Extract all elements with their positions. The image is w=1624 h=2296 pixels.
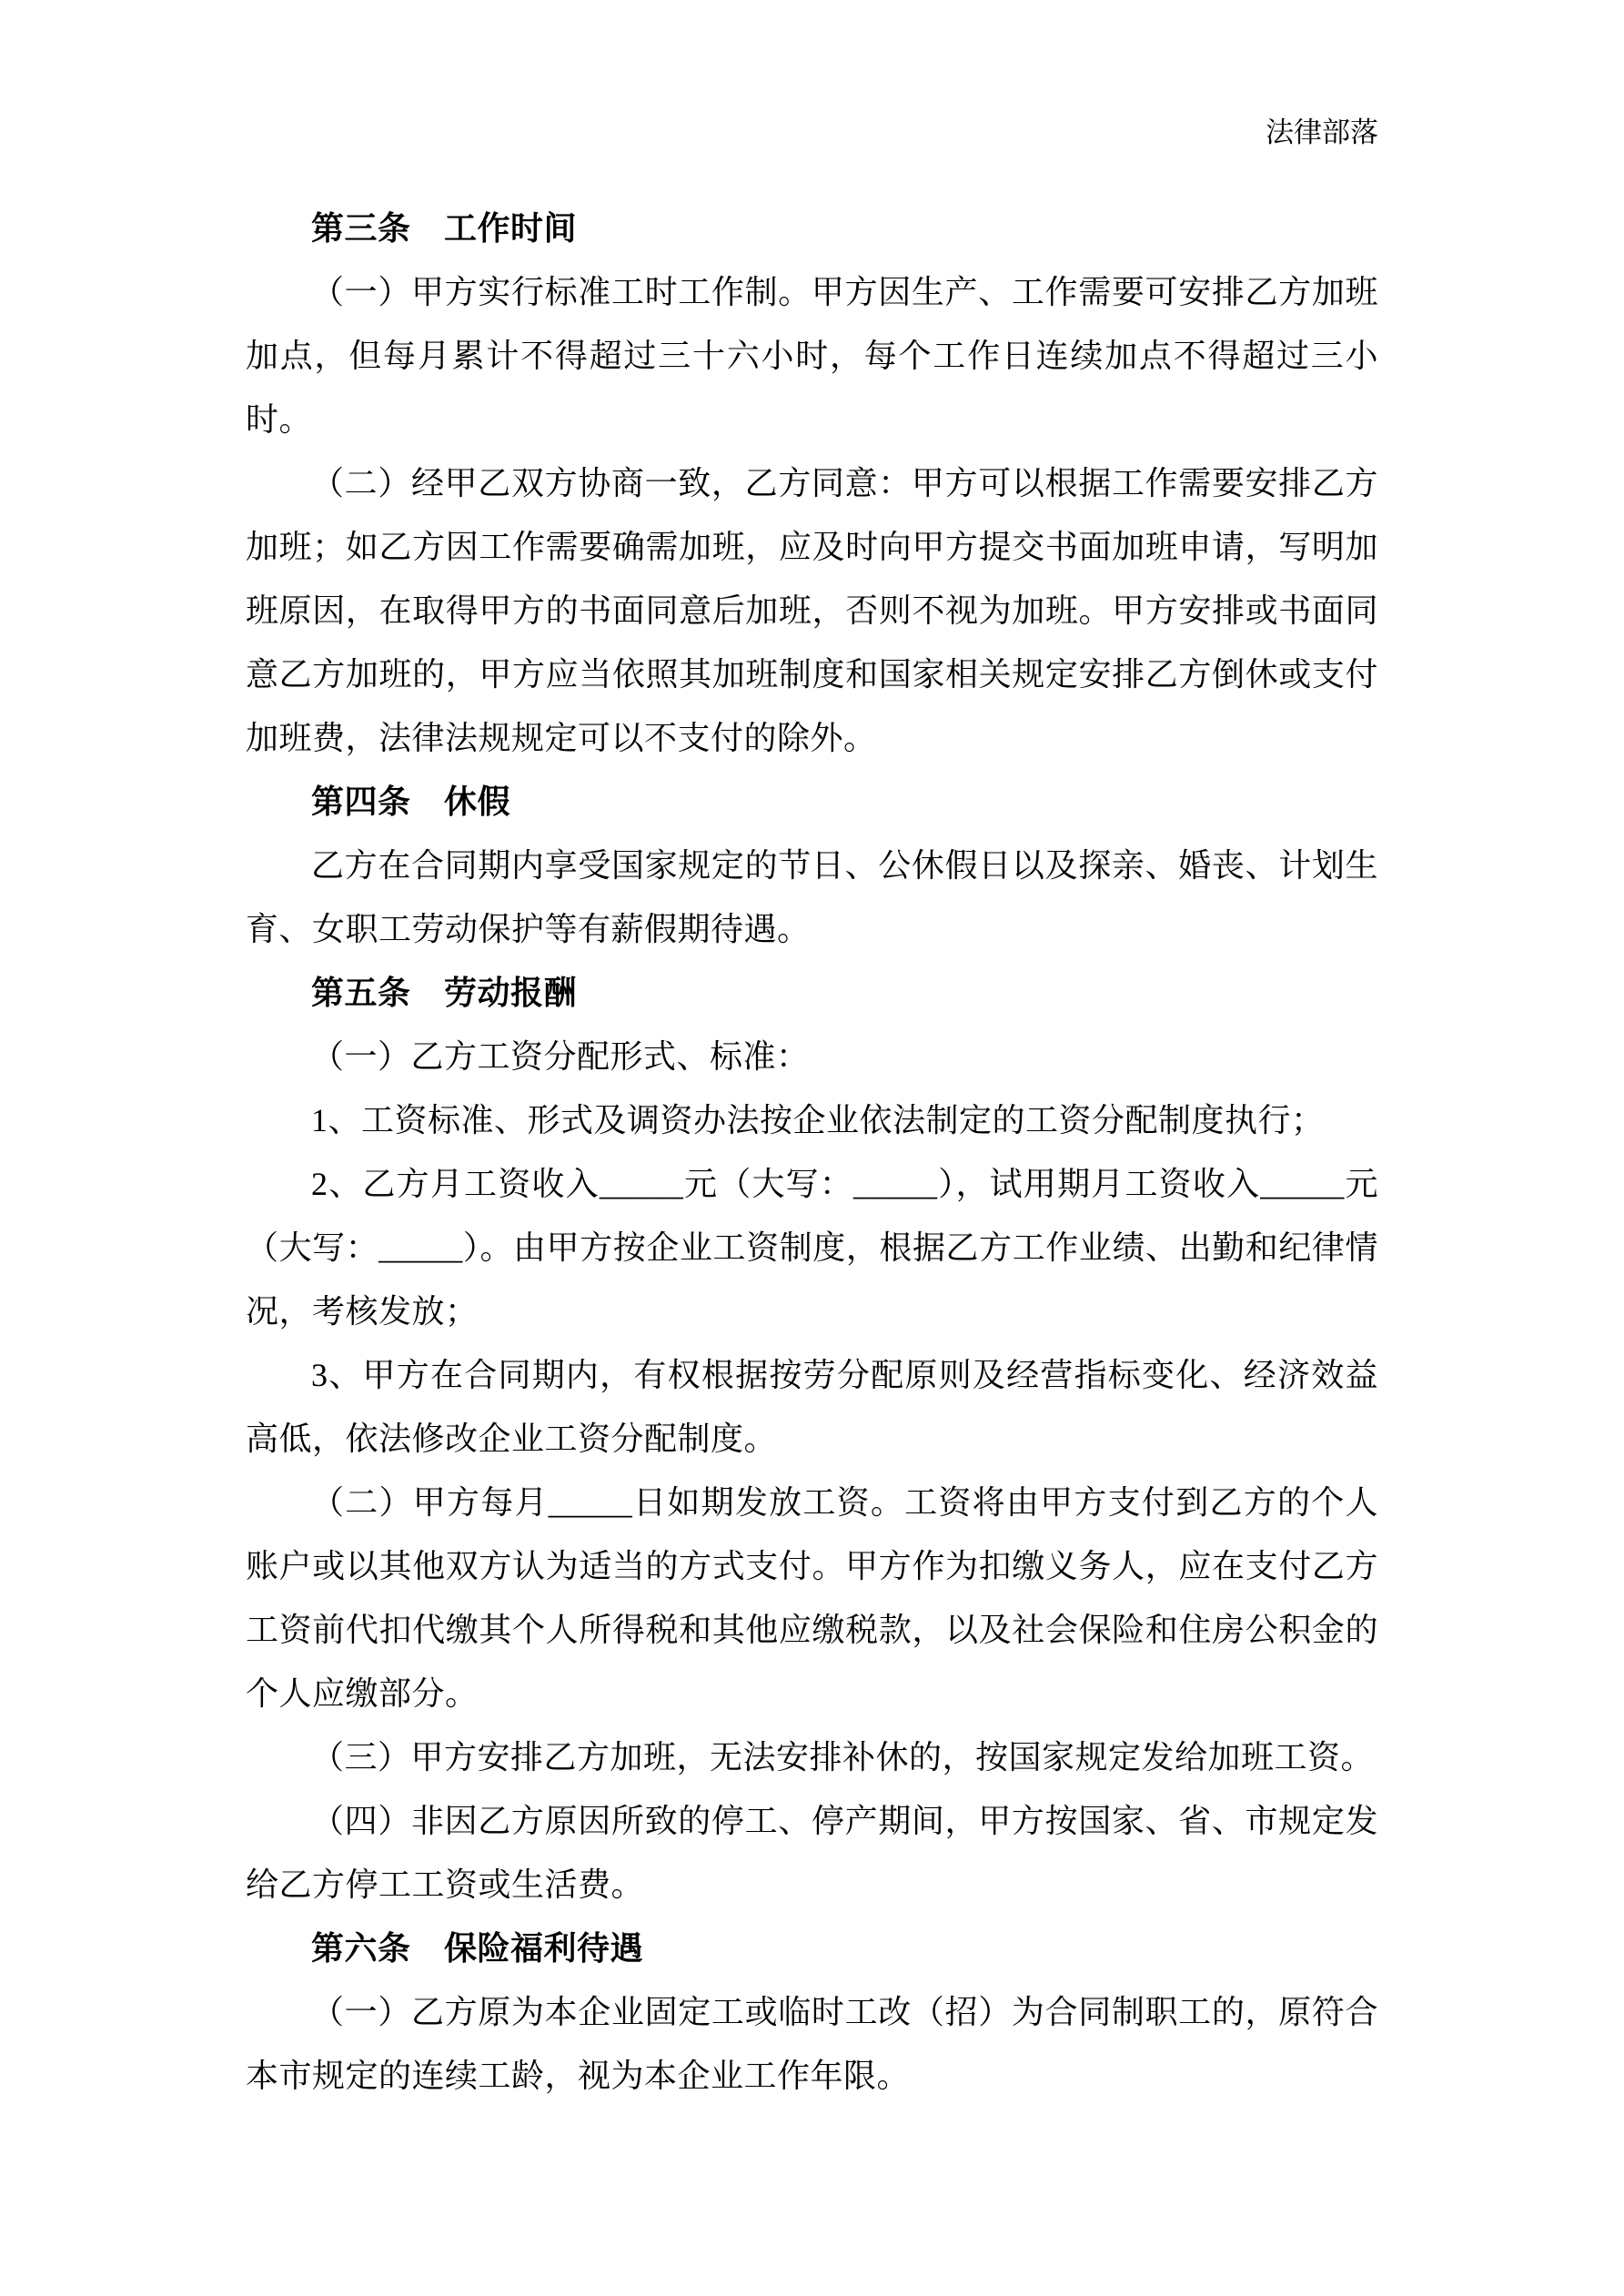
- contract-paragraph: （四）非因乙方原因所致的停工、停产期间，甲方按国家、省、市规定发给乙方停工工资或生活费。: [246, 1803, 1378, 1903]
- contract-paragraph: 3、甲方在合同期内，有权根据按劳分配原则及经营指标变化、经济效益高低，依法修改企业工资分配制度。: [246, 1357, 1378, 1457]
- article-heading-leave: 第四条 休假: [311, 783, 511, 820]
- watermark-text: 法律部落: [1266, 116, 1378, 148]
- watermark: [246, 0, 1378, 149]
- article-heading-remuneration: 第五条 劳动报酬: [311, 974, 578, 1011]
- contract-paragraph: （三）甲方安排乙方加班，无法安排补休的，按国家规定发给加班工资。: [311, 1739, 1375, 1775]
- contract-paragraph: 乙方在合同期内享受国家规定的节日、公休假日以及探亲、婚丧、计划生育、女职工劳动保护等有薪假期待遇。: [246, 847, 1378, 947]
- article-heading-work-hours: 第三条 工作时间: [311, 209, 578, 247]
- contract-paragraph-payday-blank: （二）甲方每月_____日如期发放工资。工资将由甲方支付到乙方的个人账户或以其他双方认为适当的方式支付。甲方作为扣缴义务人，应在支付乙方工资前代扣代缴其个人所得税和其他应缴税款，以及社会保险和住房公积金的个人应缴部分。: [246, 1484, 1378, 1712]
- contract-paragraph: （二）经甲乙双方协商一致，乙方同意：甲方可以根据工作需要安排乙方加班；如乙方因工作需要确需加班，应及时向甲方提交书面加班申请，写明加班原因，在取得甲方的书面同意后加班，否则不视为加班。甲方安排或书面同意乙方加班的，甲方应当依照其加班制度和国家相关规定安排乙方倒休或支付加班费，法律法规规定可以不支付的除外。: [246, 465, 1378, 756]
- article-heading-insurance-welfare: 第六条 保险福利待遇: [311, 1929, 644, 1967]
- contract-paragraph: （一）乙方工资分配形式、标准：: [311, 1038, 810, 1075]
- contract-paragraph-salary-blanks: 2、乙方月工资收入_____元（大写：_____），试用期月工资收入_____元（大写：_____）。由甲方按企业工资制度，根据乙方工作业绩、出勤和纪律情况，考核发放；: [246, 1166, 1378, 1330]
- contract-body: [246, 197, 1378, 2108]
- contract-paragraph: （一）乙方原为本企业固定工或临时工改（招）为合同制职工的，原符合本市规定的连续工龄，视为本企业工作年限。: [246, 1994, 1378, 2094]
- contract-paragraph: 1、工资标准、形式及调资办法按企业依法制定的工资分配制度执行；: [311, 1102, 1325, 1138]
- contract-paragraph: （一）甲方实行标准工时工作制。甲方因生产、工作需要可安排乙方加班加点，但每月累计不得超过三十六小时，每个工作日连续加点不得超过三小时。: [246, 274, 1378, 438]
